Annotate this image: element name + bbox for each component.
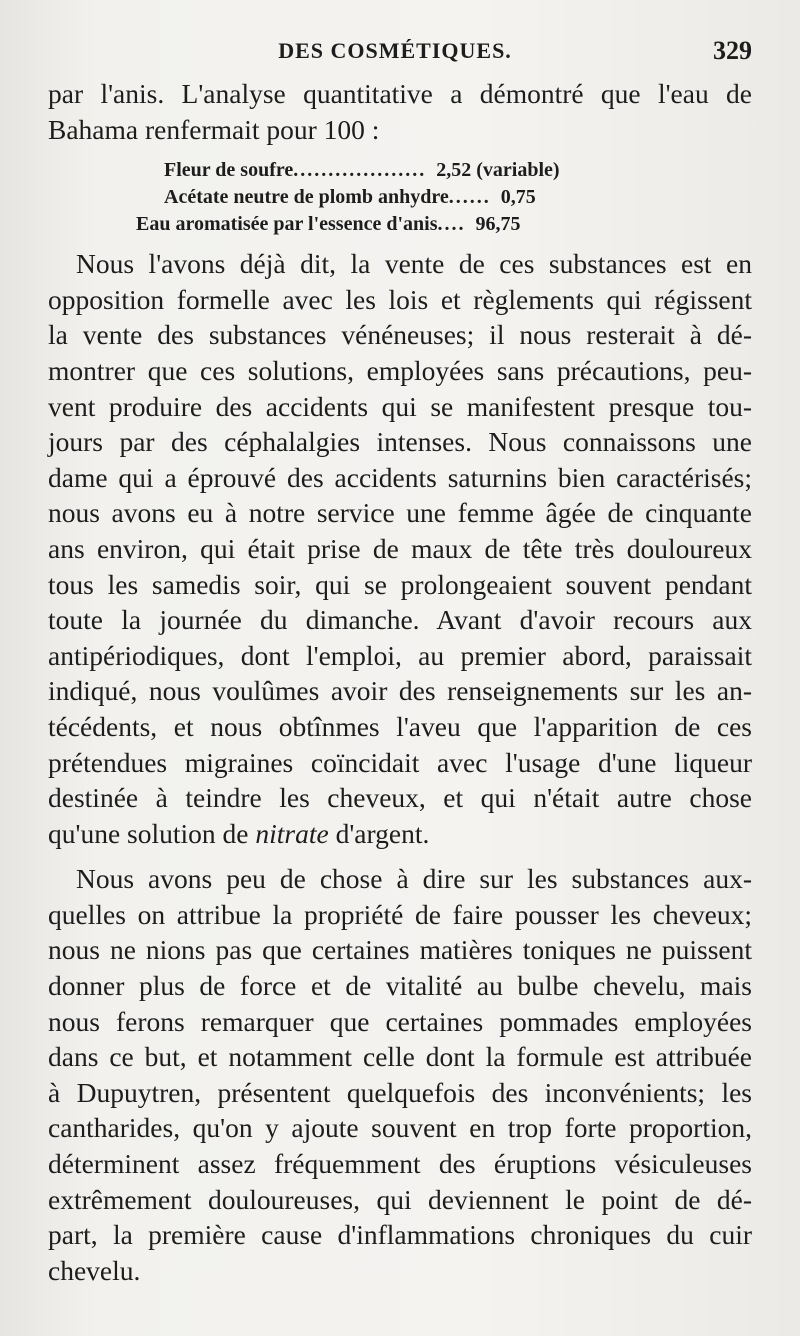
text-line: técédents, et nous obtînmes l'aveu que l'apparition de ces	[48, 710, 752, 742]
text-line: dans ce but, et notamment celle dont la formule est attribuée	[48, 1041, 752, 1073]
text-line: destinée à teindre les cheveux, et qui n'était autre chose	[48, 782, 752, 814]
text-line	[48, 816, 752, 852]
text-line: donner plus de force et de vitalité au bulbe chevelu, mais	[48, 970, 752, 1002]
text-line: par l'anis. L'analyse quantitative a démontré que l'eau de	[48, 78, 752, 109]
composition-row	[136, 211, 752, 238]
text-line: prétendues migraines coïncidait avec l'usage d'une liqueur	[48, 746, 752, 778]
leader-dots: ......	[448, 186, 491, 209]
text-run: d'argent.	[328, 817, 430, 849]
running-head: DES COSMÉTIQUES.	[278, 38, 512, 63]
text-line: Bahama renfermait pour 100 :	[48, 113, 380, 145]
text-line: nous ferons remarquer que certaines pommades employées	[48, 1005, 752, 1037]
page-header	[0, 34, 800, 70]
italic-term: nitrate	[255, 817, 329, 849]
leader-dots: ...................	[293, 159, 427, 182]
composition-row	[164, 157, 752, 184]
text-line: indiqué, nous voulûmes avoir des renseignements sur les an-	[48, 675, 752, 707]
ingredient-value: 96,75	[475, 213, 521, 236]
text-line: part, la première cause d'inflammations chroniques du cuir	[48, 1219, 752, 1251]
text-line: dame qui a éprouvé des accidents saturnins bien caractérisés;	[48, 461, 752, 493]
paragraph-2	[48, 246, 752, 851]
text-line: antipériodiques, dont l'emploi, au premier abord, paraissait	[48, 639, 752, 671]
paragraph-1	[48, 76, 752, 147]
text-line: à Dupuytren, présentent quelquefois des inconvénients; les	[48, 1076, 752, 1108]
text-line: quelles on attribue la propriété de faire pousser les cheveux;	[48, 898, 752, 930]
text-line: montrer que ces solutions, employées sans précautions, peu-	[48, 354, 752, 386]
ingredient-name: Eau aromatisée par l'essence d'anis	[136, 213, 438, 236]
text-line: nous avons eu à notre service une femme âgée de cinquante	[48, 497, 752, 529]
page-number: 329	[713, 36, 752, 65]
text-line: Nous avons peu de chose à dire sur les substances aux-	[76, 863, 752, 895]
text-line: ans environ, qui était prise de maux de tête très douloureux	[48, 532, 752, 564]
leader-dots: ....	[437, 213, 466, 236]
text-line: opposition formelle avec les lois et règlements qui régissent	[48, 283, 752, 315]
text-line: extrêmement douloureuses, qui deviennent le point de dé-	[48, 1183, 752, 1215]
composition-row	[164, 184, 752, 211]
text-line: toute la journée du dimanche. Avant d'avoir recours aux	[48, 604, 752, 636]
text-line: chevelu.	[48, 1254, 141, 1286]
ingredient-name: Acétate neutre de plomb anhydre	[164, 186, 449, 209]
text-line: jours par des céphalalgies intenses. Nous connaissons une	[48, 426, 752, 458]
text-line: cantharides, qu'on y ajoute souvent en trop forte proportion,	[48, 1112, 752, 1144]
paragraph-3	[48, 861, 752, 1288]
ingredient-name: Fleur de soufre	[164, 159, 294, 182]
ingredient-value: 2,52 (variable)	[436, 159, 560, 182]
text-line: nous ne nions pas que certaines matières toniques ne puissent	[48, 934, 752, 966]
text-line: déterminent assez fréquemment des éruptions vésiculeuses	[48, 1148, 752, 1180]
ingredient-value: 0,75	[500, 186, 536, 209]
text-run: qu'une solution de	[48, 817, 256, 849]
text-line: la vente des substances vénéneuses; il nous resterait à dé-	[48, 319, 752, 351]
page-body	[48, 76, 752, 1288]
text-line: tous les samedis soir, qui se prolongeaient souvent pendant	[48, 568, 752, 600]
text-line: Nous l'avons déjà dit, la vente de ces substances est en	[76, 248, 752, 280]
composition-table	[48, 157, 752, 238]
text-line: vent produire des accidents qui se manifestent presque tou-	[48, 390, 752, 422]
